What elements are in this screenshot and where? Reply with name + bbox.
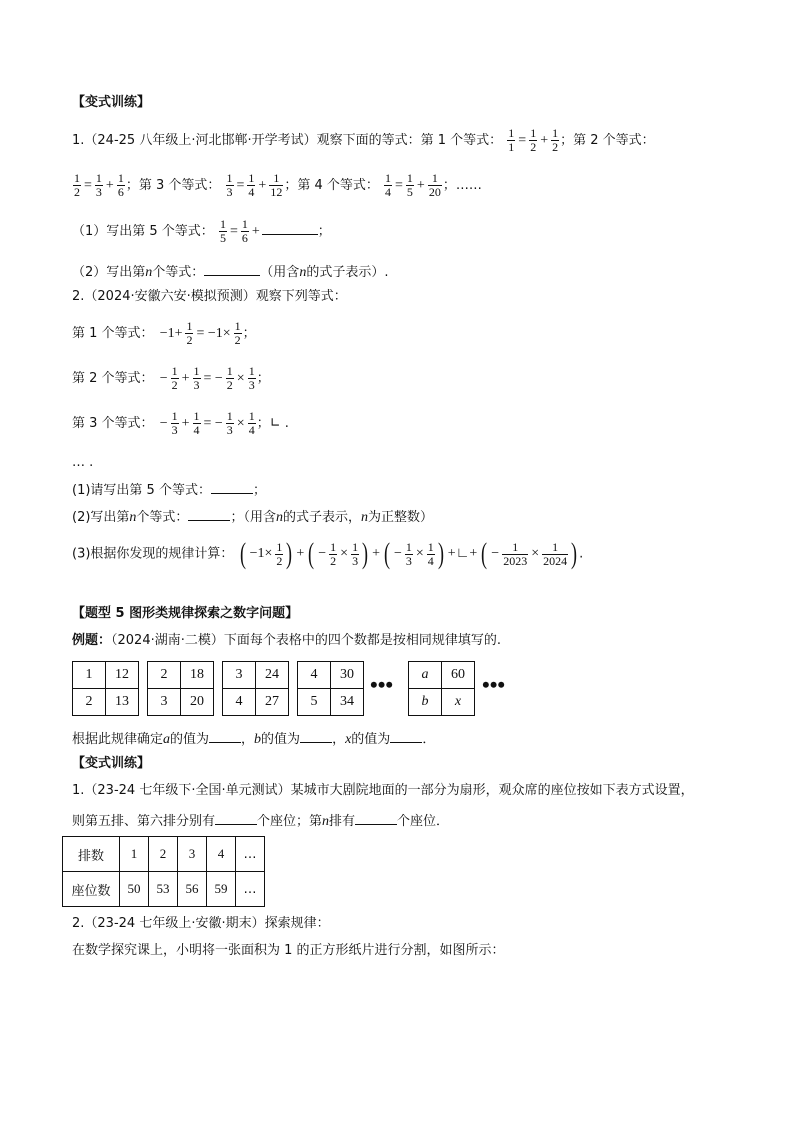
fraction: $\frac{1}{3}$: [248, 364, 255, 392]
answer-blank[interactable]: [215, 812, 257, 825]
answer-blank-a[interactable]: [209, 730, 241, 743]
section-title-variant-training-1: 【变式训练】: [72, 95, 151, 110]
example-stem: 例题：（2024·湖南·二模）下面每个表格中的四个数都是按相同规律填写的.: [72, 633, 502, 648]
fraction: $\frac{1}{4}$: [248, 409, 255, 437]
table-row: 座位数 50 53 56 59 …: [63, 872, 265, 907]
section3-question-1-line-2: 则第五排、第六排分别有 个座位；第n排有 个座位．: [72, 814, 450, 829]
ellipsis-line: … .: [72, 455, 94, 470]
fraction: $\frac{1}{6}$: [241, 217, 248, 245]
fraction: $\frac{1}{4}$: [248, 171, 255, 199]
question-stem: 观察下面的等式：第 1 个等式：: [316, 133, 503, 148]
fraction: $\frac{1}{2}$: [234, 319, 241, 347]
question-2-equation-1: 第 1 个等式： −1+ $\frac{1}{2}$ = −1× $\frac{1}{2}$ ；: [72, 319, 256, 347]
example-answer-line: 根据此规律确定a的值为 ，b的值为 ，x的值为 ．: [72, 732, 436, 747]
question-2-line-1: 2.（2024·安徽六安·模拟预测）观察下列等式：: [72, 289, 347, 304]
section3-question-2-line-1: 2.（23-24 七年级上·安徽·期末）探索规律：: [72, 916, 330, 931]
fraction: $\frac{1}{1}$: [508, 126, 515, 154]
fraction: $\frac{1}{3}$: [352, 539, 359, 568]
fraction: $\frac{1}{2}$: [330, 539, 337, 568]
grid-ellipsis: •••: [482, 672, 506, 697]
fraction: $\frac{1}{3}$: [226, 409, 233, 437]
fraction: $\frac{1}{5}$: [406, 171, 413, 199]
fraction: $\frac{1}{20}$: [428, 171, 441, 199]
answer-blank[interactable]: [211, 481, 253, 494]
grid-ellipsis: •••: [370, 672, 394, 697]
fraction: $\frac{1}{2}$: [226, 364, 233, 392]
question-2-sub-1: (1)请写出第 5 个等式： ；: [72, 483, 266, 498]
fraction: $\frac{1}{4}$: [385, 171, 391, 199]
section-title-variant-training-2: 【变式训练】: [72, 756, 151, 771]
fraction: $\frac{1}{3}$: [226, 171, 233, 199]
answer-blank-x[interactable]: [390, 730, 422, 743]
fraction: $\frac{1}{4}$: [193, 409, 200, 437]
section3-question-1-line-1: 1.（23-24 七年级下·全国·单元测试）某城市大剧院地面的一部分为扇形，观众席的座位按如下表方式设置，: [72, 783, 694, 798]
fraction: $\frac{1}{6}$: [117, 171, 124, 199]
answer-blank[interactable]: [204, 263, 260, 276]
question-1-sub-2: （2）写出第n个等式： （用含n的式子表示）.: [72, 265, 389, 280]
answer-blank[interactable]: [188, 508, 230, 521]
fraction: $\frac{1}{2}$: [171, 364, 178, 392]
fraction: $\frac{1}{2023}$: [503, 539, 528, 568]
fraction: $\frac{1}{4}$: [427, 539, 434, 568]
fraction: $\frac{1}{2}$: [186, 319, 193, 347]
section-title-pattern-numbers: 【题型 5 图形类规律探索之数字问题】: [72, 606, 299, 621]
number-grid-2: 2 18 3 20: [147, 661, 214, 716]
fraction: $\frac{1}{3}$: [193, 364, 200, 392]
fraction: $\frac{1}{2}$: [276, 539, 283, 568]
fraction: $\frac{1}{3}$: [405, 539, 412, 568]
table-row: 排数 1 2 3 4 …: [63, 837, 265, 872]
number-grid-5: a 60 b x: [408, 661, 475, 716]
fraction: $\frac{1}{2024}$: [543, 539, 568, 568]
question-2-equation-3: 第 3 个等式： − $\frac{1}{3}$ + $\frac{1}{4}$ = − $\frac{1}{3}$ × $\frac{1}{4}$ ；∟ .: [72, 409, 289, 437]
answer-blank[interactable]: [262, 222, 318, 235]
question-2-sub-2: (2)写出第n个等式： ；（用含n的式子表示，n为正整数）: [72, 510, 433, 525]
answer-blank-b[interactable]: [300, 730, 332, 743]
fraction: $\frac{1}{2}$: [74, 171, 80, 199]
number-grid-1: 1 12 2 13: [72, 661, 139, 716]
fraction: $\frac{1}{2}$: [530, 126, 537, 154]
seat-table: [62, 836, 265, 907]
fraction: $\frac{1}{3}$: [95, 171, 102, 199]
question-1-line-1: 1.（24-25 八年级上·河北邯郸·开学考试）观察下面的等式：第 1 个等式： $\frac{1}{1}$ = $\frac{1}{2}$ + $\frac{1}{2}$ ；第 2 个等式：: [72, 126, 655, 154]
question-2-equation-2: 第 2 个等式： − $\frac{1}{2}$ + $\frac{1}{3}$ = − $\frac{1}{2}$ × $\frac{1}{3}$ ；: [72, 364, 270, 392]
section3-question-2-line-2: 在数学探究课上，小明将一张面积为 1 的正方形纸片进行分割，如图所示：: [72, 943, 505, 958]
question-number: 1.: [72, 133, 85, 148]
fraction: $\frac{1}{3}$: [171, 409, 178, 437]
fraction: $\frac{1}{12}$: [270, 171, 283, 199]
fraction: $\frac{1}{2}$: [552, 126, 559, 154]
answer-blank[interactable]: [355, 812, 397, 825]
question-source: （24-25 八年级上·河北邯郸·开学考试）: [84, 133, 317, 148]
question-2-sub-3: (3)根据你发现的规律计算： ( −1× $\frac{1}{2}$ ) + ( − $\frac{1}{2}$ × $\frac{1}{3}$ ) + ( − $\frac{1}{3}$ × $\frac{1}{4}$ ) +∟+ ( − $\frac{1}{2023}$ × $\frac{1}{2024}$ ) .: [72, 537, 584, 570]
question-1-line-2: $\frac{1}{2}$ = $\frac{1}{3}$ + $\frac{1}{6}$ ；第 3 个等式： $\frac{1}{3}$ = $\frac{1}{4}$ + $\frac{1}{12}$ ；第 4 个等式： $\frac{1}{4}$ = $\frac{1}{5}$ + $\frac{1}{20}$ ；……: [74, 171, 482, 199]
question-1-sub-1: （1）写出第 5 个等式： $\frac{1}{5}$ = $\frac{1}{6}$ + ；: [72, 217, 331, 245]
number-grid-3: 3 24 4 27: [222, 661, 289, 716]
fraction: $\frac{1}{5}$: [219, 217, 226, 245]
number-grid-4: 4 30 5 34: [297, 661, 364, 716]
